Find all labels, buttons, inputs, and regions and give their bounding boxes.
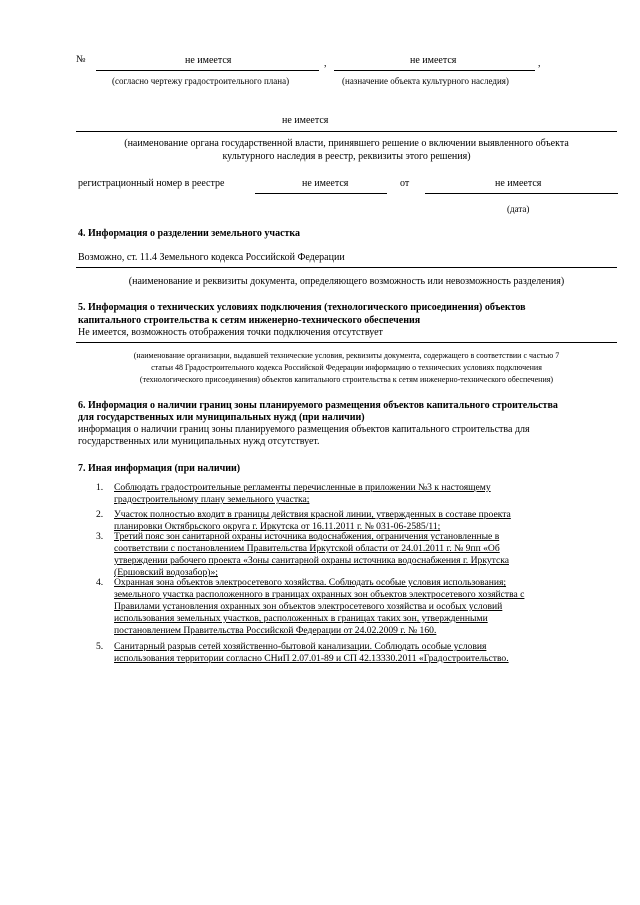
list-item-number: 5. [96, 641, 104, 652]
list-item-line: утверждении рабочего проекта «Зоны санитарной охраны источника водоснабжения г. Иркутска [114, 555, 509, 566]
list-item-number: 2. [96, 509, 104, 520]
list-item-line: использования земельных участков, расположенных в границах таких зон, утвержденными [114, 613, 488, 624]
list-item-line: градостроительному плану земельного участка; [114, 494, 310, 505]
section5-text: Не имеется, возможность отображения точки подключения отсутствует [78, 327, 383, 338]
authority-line [76, 131, 617, 132]
section6-text-1: информация о наличии границ зоны планируемого размещения объектов капитального строительства для [78, 424, 530, 435]
section5-caption-1: (наименование организации, выдавшей технические условия, реквизиты документа, содержащего в соответствии с частью 7 [133, 351, 560, 360]
registry-date-value: не имеется [495, 178, 542, 189]
object-number-line [96, 70, 319, 71]
object-purpose-line [334, 70, 535, 71]
list-item-line: Правилами установления охранных зон объектов электросетевого хозяйства и особых условий [114, 601, 503, 612]
section5-caption-2: статьи 48 Градостроительного кодекса Российской Федерации информацию о технических условиях подключения [151, 363, 542, 372]
number-sign: № [76, 54, 86, 65]
authority-caption-2: культурного наследия в реестр, реквизиты этого решения) [222, 151, 471, 162]
registry-date-line [425, 193, 618, 194]
comma-2: , [538, 58, 541, 69]
list-item-line: соответствии с постановлением Правительства Иркутской области от 24.01.2011 г. № 9пп «Об [114, 543, 500, 554]
list-item-line: планировки Октябрьского округа г. Иркутска от 16.11.2011 г. № 031-06-2585/11; [114, 521, 441, 532]
list-item-line: использования территории согласно СНиП 2.07.01-89 и СП 42.13330.2011 «Градостроительство. [114, 653, 509, 664]
section6-text-2: государственных или муниципальных нужд отсутствует. [78, 436, 320, 447]
registry-from-label: от [400, 178, 410, 189]
authority-caption-1: (наименование органа государственной власти, принявшего решение о включении выявленного объекта [124, 138, 569, 149]
list-item-number: 4. [96, 577, 104, 588]
object-number-value: не имеется [185, 55, 232, 66]
authority-value: не имеется [282, 115, 329, 126]
object-purpose-value: не имеется [410, 55, 457, 66]
list-item-line: Охранная зона объектов электросетевого хозяйства. Соблюдать особые условия использования; [114, 577, 507, 588]
list-item-line: Третий пояс зон санитарной охраны источника водоснабжения, ограничения установленные в [114, 531, 500, 542]
registry-label: регистрационный номер в реестре [78, 178, 225, 189]
section5-line [76, 342, 617, 343]
registry-number-line [255, 193, 387, 194]
registry-number-value: не имеется [302, 178, 349, 189]
section7-heading: 7. Иная информация (при наличии) [78, 463, 241, 474]
section5-heading-1: 5. Информация о технических условиях подключения (технологического присоединения) объектов [78, 302, 526, 313]
registry-date-caption: (дата) [507, 204, 530, 214]
caption-cultural-object: (назначение объекта культурного наследия) [342, 76, 509, 86]
list-item-line: Санитарный разрыв сетей хозяйственно-бытовой канализации. Соблюдать особые условия [114, 641, 487, 652]
list-item-line: Участок полностью входит в границы действия красной линии, утвержденных в составе проекта [114, 509, 511, 520]
section4-caption: (наименование и реквизиты документа, определяющего возможность или невозможность разделения) [128, 276, 565, 287]
section5-heading-2: капитального строительства к сетям инженерно-технического обеспечения [78, 315, 421, 326]
caption-drawing: (согласно чертежу градостроительного плана) [112, 76, 290, 86]
section4-line [76, 267, 617, 268]
list-item-line: Соблюдать градостроительные регламенты перечисленные в приложении №3 к настоящему [114, 482, 491, 493]
list-item-line: (Ершовский водозабор)»; [114, 567, 218, 578]
list-item-number: 3. [96, 531, 104, 542]
section4-heading: 4. Информация о разделении земельного участка [78, 228, 301, 239]
list-item-number: 1. [96, 482, 104, 493]
section6-heading-1: 6. Информация о наличии границ зоны планируемого размещения объектов капитального строительства [78, 400, 558, 411]
section6-heading-2: для государственных или муниципальных нужд (при наличии) [78, 412, 365, 423]
section4-text: Возможно, ст. 11.4 Земельного кодекса Российской Федерации [78, 252, 345, 263]
list-item-line: земельного участка расположенного в границах охранных зон объектов электросетевого хозяйства с [114, 589, 525, 600]
comma-1: , [324, 58, 327, 69]
list-item-line: постановлением Правительства Российской Федерации от 24.02.2009 г. № 160. [114, 625, 437, 636]
section5-caption-3: (технологического присоединения) объектов капитального строительства к сетям инженерно-технического обеспечения) [139, 375, 554, 384]
